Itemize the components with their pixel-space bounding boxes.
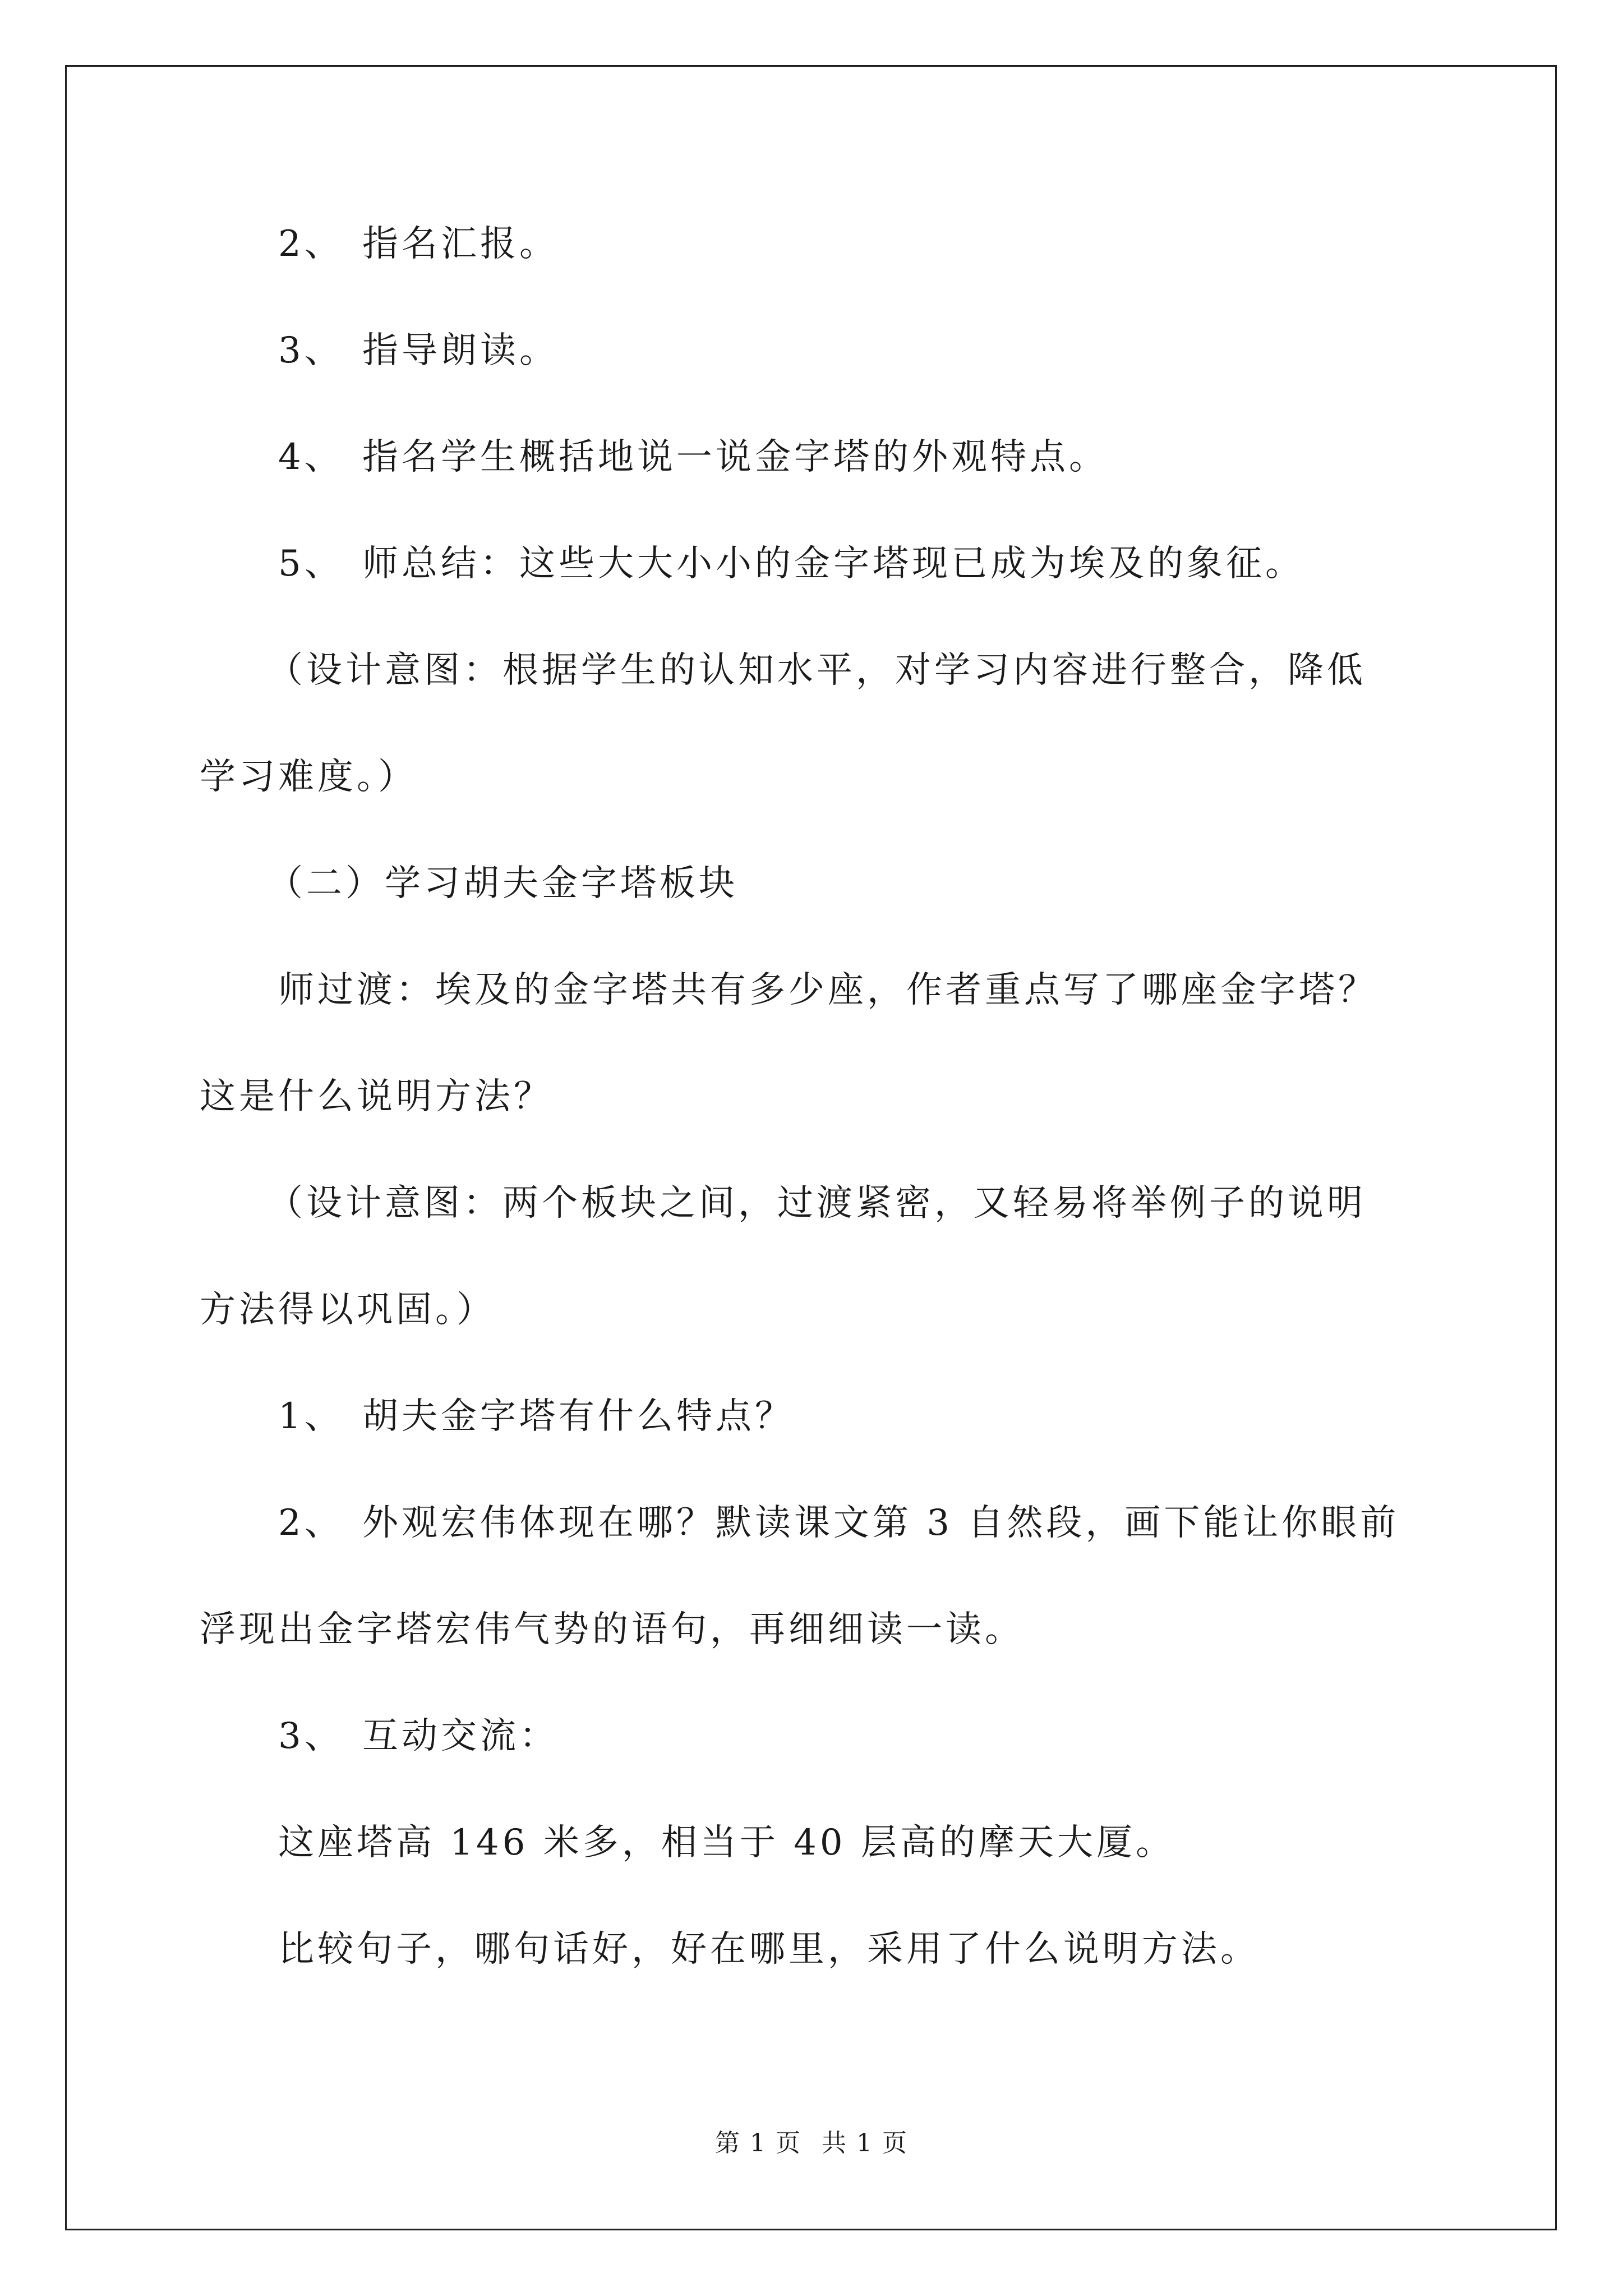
list-item <box>200 1683 1428 1789</box>
item-number: 2、 <box>278 1502 344 1544</box>
item-number: 3、 <box>278 330 344 371</box>
design-intent-line: 方法得以巩固。） <box>200 1289 496 1331</box>
paragraph-line: 比较句子，哪句话好，好在哪里，采用了什么说明方法。 <box>278 1929 1260 1970</box>
section-heading: （二）学习胡夫金字塔板块 <box>267 863 738 904</box>
page-number: 第 1 页 <box>715 2129 801 2157</box>
item-text: 胡夫金字塔有什么特点？ <box>362 1396 794 1437</box>
design-intent-line: 学习难度。） <box>200 756 417 798</box>
item-number: 3、 <box>278 1715 344 1757</box>
item-number: 1、 <box>278 1396 344 1437</box>
design-intent-line: （设计意图：根据学生的认知水平，对学习内容进行整合，降低 <box>267 650 1366 691</box>
item-text: 师总结：这些大大小小的金字塔现已成为埃及的象征。 <box>362 543 1304 585</box>
list-item <box>200 510 1428 617</box>
paragraph-line: 这座塔高 146 米多，相当于 40 层高的摩天大厦。 <box>278 1822 1175 1864</box>
design-intent-line: （设计意图：两个板块之间，过渡紧密，又轻易将举例子的说明 <box>267 1182 1366 1224</box>
list-item <box>200 404 1428 510</box>
item-text: 外观宏伟体现在哪？默读课文第 3 自然段，画下能让你眼前 <box>362 1502 1400 1544</box>
item-text: 互动交流： <box>362 1715 559 1757</box>
item-number: 5、 <box>278 543 344 585</box>
item-text: 指导朗读。 <box>362 330 559 371</box>
item-number: 4、 <box>278 436 344 478</box>
item-number: 2、 <box>278 223 344 265</box>
paragraph-line: 这是什么说明方法？ <box>200 1076 553 1117</box>
list-item <box>200 1470 1428 1576</box>
paragraph-line: 浮现出金字塔宏伟气势的语句，再细细读一读。 <box>200 1609 1024 1650</box>
page-footer <box>0 2123 1623 2159</box>
page-total: 共 1 页 <box>822 2129 908 2157</box>
document-body <box>200 191 1428 2003</box>
list-item <box>200 1363 1428 1470</box>
paragraph-line: 师过渡：埃及的金字塔共有多少座，作者重点写了哪座金字塔？ <box>278 969 1377 1011</box>
list-item <box>200 297 1428 404</box>
list-item <box>200 191 1428 297</box>
item-text: 指名学生概括地说一说金字塔的外观特点。 <box>362 436 1108 478</box>
item-text: 指名汇报。 <box>362 223 559 265</box>
